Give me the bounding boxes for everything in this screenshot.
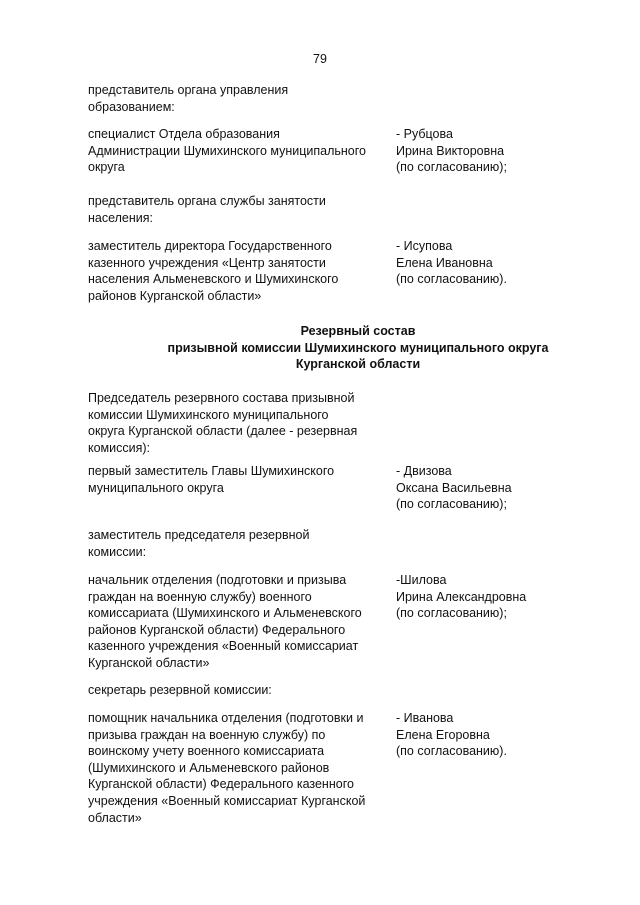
member-name-dvizova: - Двизова Оксана Васильевна (по согласованию); — [396, 464, 512, 512]
reserve-section-heading: Резервный состав призывной комиссии Шумихинского муниципального округа Курганской области — [167, 324, 549, 372]
role-title-employment-deputy: заместитель директора Государственного казенного учреждения «Центр занятости населения Альменевского и Шумихинского районов Курганской области» — [88, 239, 339, 303]
role-title-assistant-head: помощник начальника отделения (подготовки и призыва граждан на военную службу) по воинскому учету военного комиссариата (Шумихинского и Альменевского районов Курганской области) Федерального казенного учреждения «Военный комиссариат Курганской области» — [88, 711, 366, 825]
member-name-ivanova: - Иванова Елена Егоровна (по согласованию). — [396, 711, 507, 759]
role-label-deputy-chair: заместитель председателя резервной комиссии: — [88, 528, 310, 559]
member-name-rubtsova: - Рубцова Ирина Викторовна (по согласованию); — [396, 127, 507, 175]
member-name-isupova: - Исупова Елена Ивановна (по согласованию). — [396, 239, 507, 287]
role-label-reserve-chair: Председатель резервного состава призывной комиссии Шумихинского муниципального округа Курганской области (далее - резервная комиссия): — [88, 391, 358, 455]
role-label-secretary: секретарь резервной комиссии: — [88, 683, 272, 697]
role-title-conscription-head: начальник отделения (подготовки и призыва граждан на военную службу) военного комиссариата (Шумихинского и Альменевского районов Курганской области) Федерального казенного учреждения «Военный комиссариат Курганской области» — [88, 573, 362, 670]
member-name-shilova: -Шилова Ирина Александровна (по согласованию); — [396, 573, 527, 621]
role-title-education-specialist: специалист Отдела образования Администрации Шумихинского муниципального округа — [88, 127, 366, 175]
role-title-first-deputy-head: первый заместитель Главы Шумихинского муниципального округа — [88, 464, 335, 495]
page-number: 79 — [313, 52, 327, 66]
role-label-education-rep: представитель органа управления образованием: — [88, 83, 289, 114]
role-label-employment-rep: представитель органа службы занятости населения: — [88, 194, 326, 225]
